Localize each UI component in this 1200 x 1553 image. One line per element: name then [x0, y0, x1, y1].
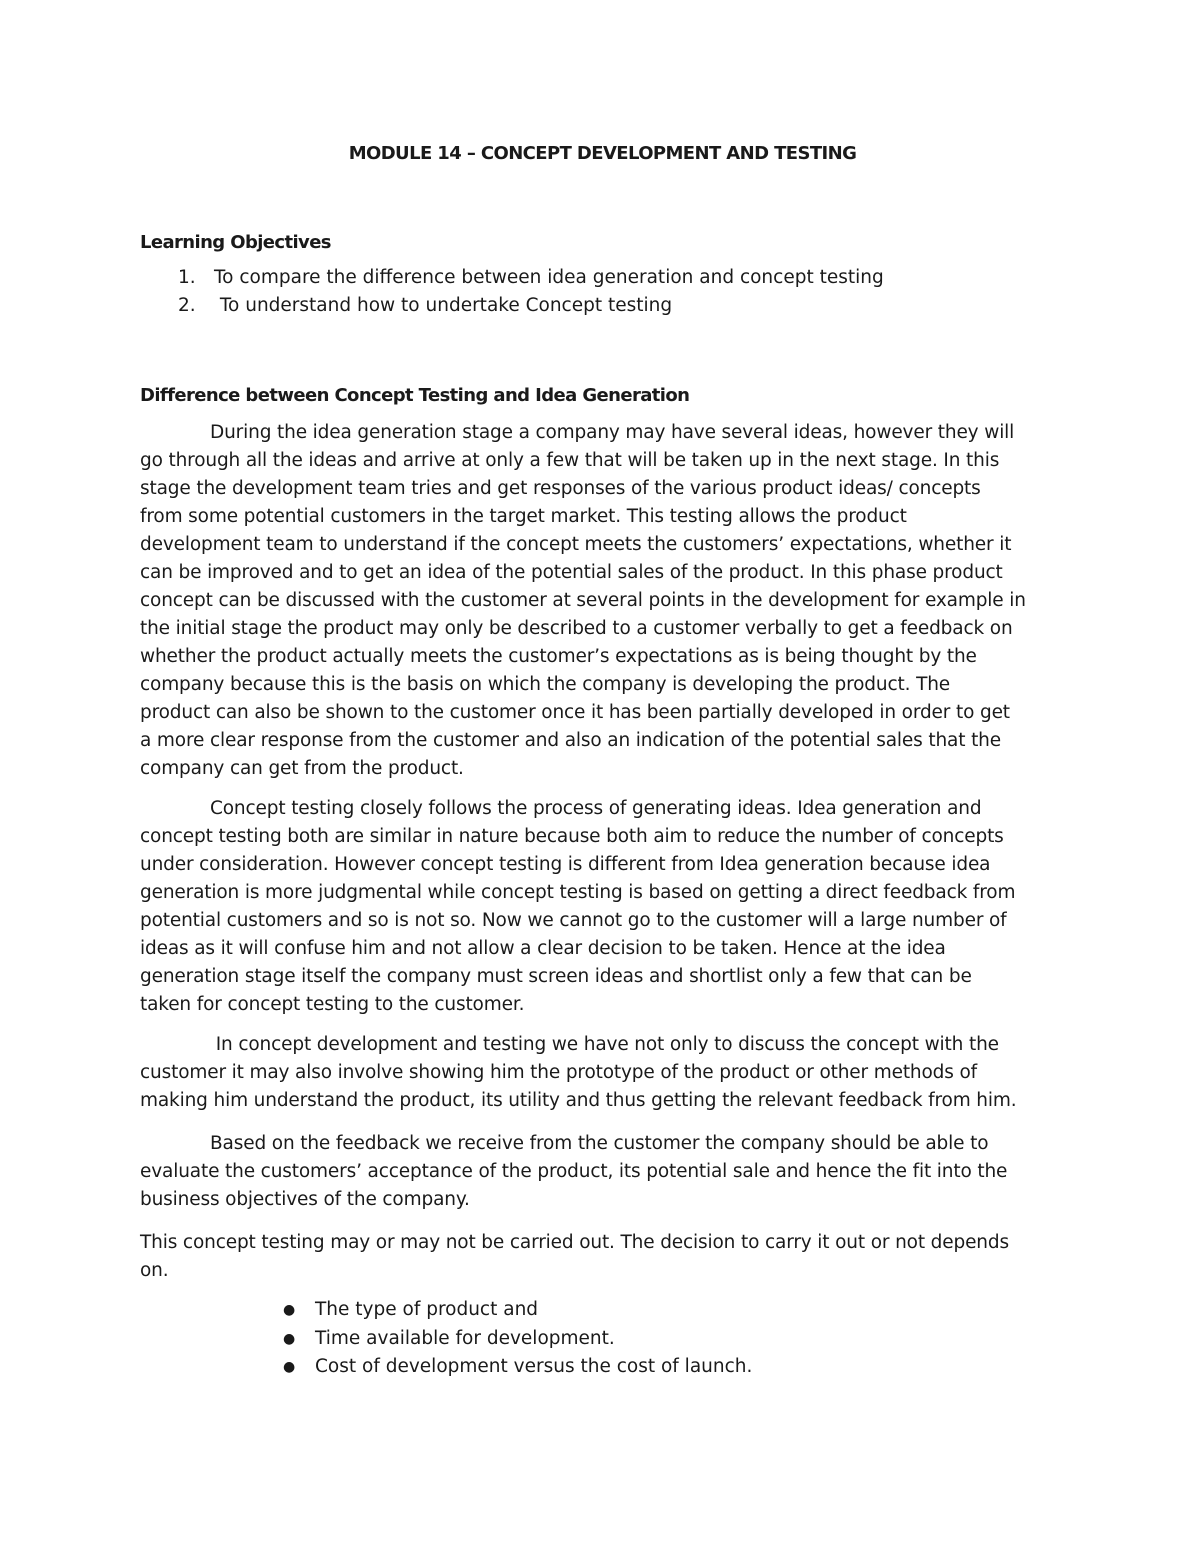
list-item [140, 1353, 1065, 1382]
factors-list [140, 1296, 1065, 1382]
bullet-icon: ● [283, 1302, 296, 1318]
paragraph [140, 1031, 1065, 1115]
page-title: MODULE 14 – CONCEPT DEVELOPMENT AND TESTING [348, 143, 857, 164]
list-item-text: To understand how to undertake Concept testing [214, 295, 673, 316]
paragraph [140, 1130, 1065, 1214]
paragraph-text: Concept testing closely follows the process of generating ideas. Idea generation and concept testing both are similar in nature because both aim to reduce the number of concepts under consideration. However concept testing is different from Idea generation because idea generation is more judgmental while concept testing is based on getting a direct feedback from potential customers and so is not so. Now we cannot go to the customer will a large number of ideas as it will confuse him and not allow a clear decision to be taken. Hence at the idea generation stage itself the company must screen ideas and shortlist only a few that can be taken for concept testing to the customer. [140, 798, 1016, 1015]
paragraph [140, 419, 1065, 783]
list-item-text: The type of product and [315, 1299, 539, 1320]
list-item [140, 1296, 1065, 1325]
paragraph-text: Based on the feedback we receive from the customer the company should be able to evaluate the customers’ acceptance of the product, its potential sale and hence the fit into the business objectives of the company. [140, 1133, 1008, 1210]
list-item-text: To compare the difference between idea generation and concept testing [214, 267, 884, 288]
list-number: 2. [178, 295, 196, 316]
document-page [140, 140, 1065, 1382]
list-item [140, 264, 1065, 292]
list-number: 1. [178, 267, 196, 288]
section-heading: Difference between Concept Testing and Idea Generation [140, 385, 690, 406]
objectives-heading: Learning Objectives [140, 232, 331, 253]
list-item-text: Time available for development. [315, 1327, 615, 1349]
list-item [140, 292, 1065, 320]
objectives-list [140, 264, 1065, 320]
paragraph-text: During the idea generation stage a company may have several ideas, however they will go through all the ideas and arrive at only a few that will be taken up in the next stage. In this stage the development team tries and get responses of the various product ideas/ concepts from some potential customers in the target market. This testing allows the product development team to understand if the concept meets the customers’ expectations, whether it can be improved and to get an idea of the potential sales of the product. In this phase product concept can be discussed with the customer at several points in the development for example in the initial stage the product may only be described to a customer verbally to get a feedback on whether the product actually meets the customer’s expectations as is being thought by the company because this is the basis on which the company is developing the product. The product can also be shown to the customer once it has been partially developed in order to get a more clear response from the customer and also an indication of the potential sales that the company can get from the product. [140, 422, 1026, 779]
list-item-text: Cost of development versus the cost of launch. [315, 1356, 753, 1377]
bullet-icon: ● [283, 1359, 296, 1375]
paragraph-text: In concept development and testing we have not only to discuss the concept with the customer it may also involve showing him the prototype of the product or other methods of making him understand the product, its utility and thus getting the relevant feedback from him. [140, 1034, 1017, 1111]
bullet-icon: ● [283, 1330, 296, 1347]
list-item [140, 1325, 1065, 1354]
closing-paragraph: This concept testing may or may not be carried out. The decision to carry it out or not depends on. [140, 1232, 1009, 1281]
paragraph [140, 795, 1065, 1019]
